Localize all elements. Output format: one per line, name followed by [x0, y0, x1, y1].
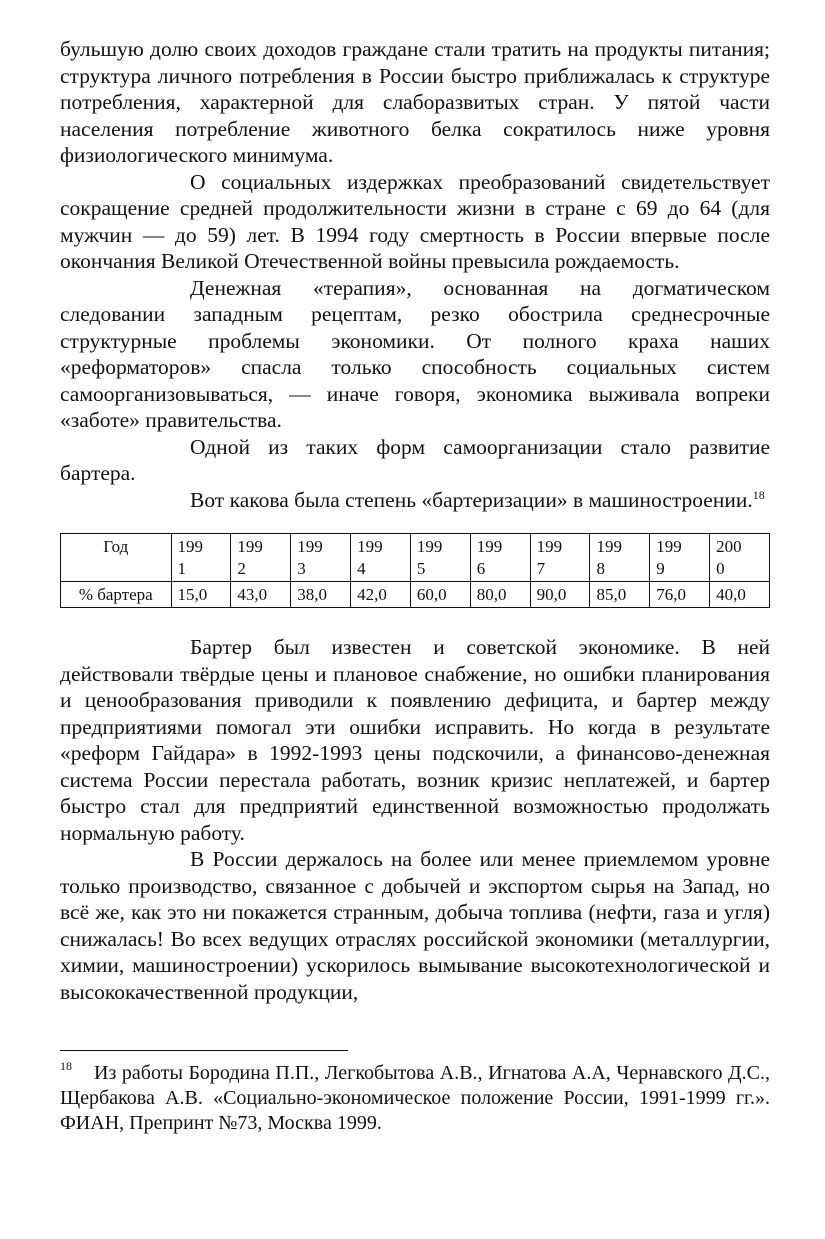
year-cell-line: 199 — [177, 537, 204, 556]
year-cell-line: 199 — [357, 537, 383, 556]
year-row-label: Год — [61, 534, 172, 582]
year-cell — [351, 534, 411, 582]
year-cell-line: 2 — [237, 559, 246, 578]
barter-value-cell: 80,0 — [470, 582, 530, 608]
year-cell-line: 8 — [596, 559, 605, 578]
footnote-reference: 18 — [752, 487, 765, 502]
year-cell-line: 199 — [656, 537, 682, 556]
year-cell — [530, 534, 590, 582]
footnote-text: Из работы Бородина П.П., Легкобытова А.В., Игнатова А.А, Чернавского Д.С., Щербакова А.В. «Социально-экономическое положение России, 1991-1999 гг.». ФИАН, Препринт №73, Москва 1999. — [60, 1062, 770, 1134]
year-cell — [231, 534, 291, 582]
year-cell-line: 5 — [416, 559, 426, 578]
barter-value-cell: 85,0 — [590, 582, 650, 608]
document-page — [60, 36, 770, 1136]
barter-value-cell: 38,0 — [291, 582, 351, 608]
footnote-number: 18 — [60, 1059, 72, 1073]
barter-value-cell: 42,0 — [351, 582, 411, 608]
year-cell-line: 0 — [716, 559, 725, 578]
table-intro-paragraph — [60, 487, 770, 514]
body-text-bottom — [60, 634, 770, 1005]
table-intro-text: Вот какова была степень «бартеризации» в машиностроении. — [190, 487, 753, 512]
year-cell-line: 7 — [536, 559, 546, 578]
paragraph: В России держалось на более или менее приемлемом уровне только производство, связанное с добычей и экспортом сырья на Запад, но всё же, как это ни покажется странным, добыча топлива (нефти, газа и угля) снижалась! Во всех ведущих отраслях российской экономики (металлургии, химии, машиностроении) ускорилось вымывание высокотехнологической и высококачественной продукции, — [60, 847, 770, 1004]
barter-value-cell: 15,0 — [171, 582, 231, 608]
barter-value-cell: 43,0 — [231, 582, 291, 608]
barter-table — [60, 533, 770, 608]
year-cell-line: 199 — [237, 537, 263, 556]
year-cell-line: 1 — [177, 559, 187, 578]
barter-value-cell: 76,0 — [650, 582, 710, 608]
year-cell-line: 199 — [476, 537, 503, 556]
barter-row — [61, 582, 770, 608]
paragraph: Одной из таких форм самоорганизации стало развитие бартера. — [60, 434, 770, 485]
year-cell — [410, 534, 470, 582]
year-cell-line: 6 — [476, 559, 486, 578]
year-cell — [171, 534, 231, 582]
year-cell — [710, 534, 770, 582]
year-row — [61, 534, 770, 582]
paragraph: О социальных издержках преобразований свидетельствует сокращение средней продолжительности жизни в стране с 69 до 64 (для мужчин — до 59) лет. В 1994 году смертность в России впервые после окончания Великой Отечественной войны превысила рождаемость. — [60, 169, 770, 273]
paragraph: Бартер был известен и советской экономике. В ней действовали твёрдые цены и плановое снабжение, но ошибки планирования и ценообразования приводили к появлению дефицита, и бартер между предприятиями помогал эти ошибки исправить. Но когда в результате «реформ Гайдара» в 1992-1993 цены подскочили, а финансово-денежная система России перестала работать, возник кризис неплатежей, и бартер быстро стал для предприятий единственной возможностью продолжать нормальную работу. — [60, 635, 770, 845]
year-cell-line: 3 — [297, 559, 306, 578]
year-cell-line: 199 — [596, 537, 622, 556]
year-cell — [650, 534, 710, 582]
barter-value-cell: 60,0 — [410, 582, 470, 608]
barter-row-label: % бартера — [61, 582, 172, 608]
year-cell-line: 199 — [416, 537, 443, 556]
year-cell-line: 199 — [297, 537, 323, 556]
year-cell-line: 199 — [536, 537, 563, 556]
year-cell-line: 200 — [716, 537, 742, 556]
paragraph: бульшую долю своих доходов граждане стали тратить на продукты питания; структура личного потребления в России быстро приближалась к структуре потребления, характерной для слаборазвитых стран. У пятой части населения потребление животного белка сократилось ниже уровня физиологического минимума. — [60, 37, 770, 167]
year-cell — [470, 534, 530, 582]
paragraph: Денежная «терапия», основанная на догматическом следовании западным рецептам, резко обострила среднесрочные структурные проблемы экономики. От полного краха наших «реформаторов» спасла только способность социальных систем самоорганизовываться, — иначе говоря, экономика выживала вопреки «заботе» правительства. — [60, 275, 770, 432]
footnote-separator — [60, 1050, 348, 1051]
barter-value-cell: 40,0 — [710, 582, 770, 608]
body-text-top — [60, 36, 770, 487]
year-cell — [291, 534, 351, 582]
barter-value-cell: 90,0 — [530, 582, 590, 608]
year-cell-line: 9 — [656, 559, 665, 578]
year-cell-line: 4 — [357, 559, 366, 578]
footnote — [60, 1061, 770, 1136]
year-cell — [590, 534, 650, 582]
